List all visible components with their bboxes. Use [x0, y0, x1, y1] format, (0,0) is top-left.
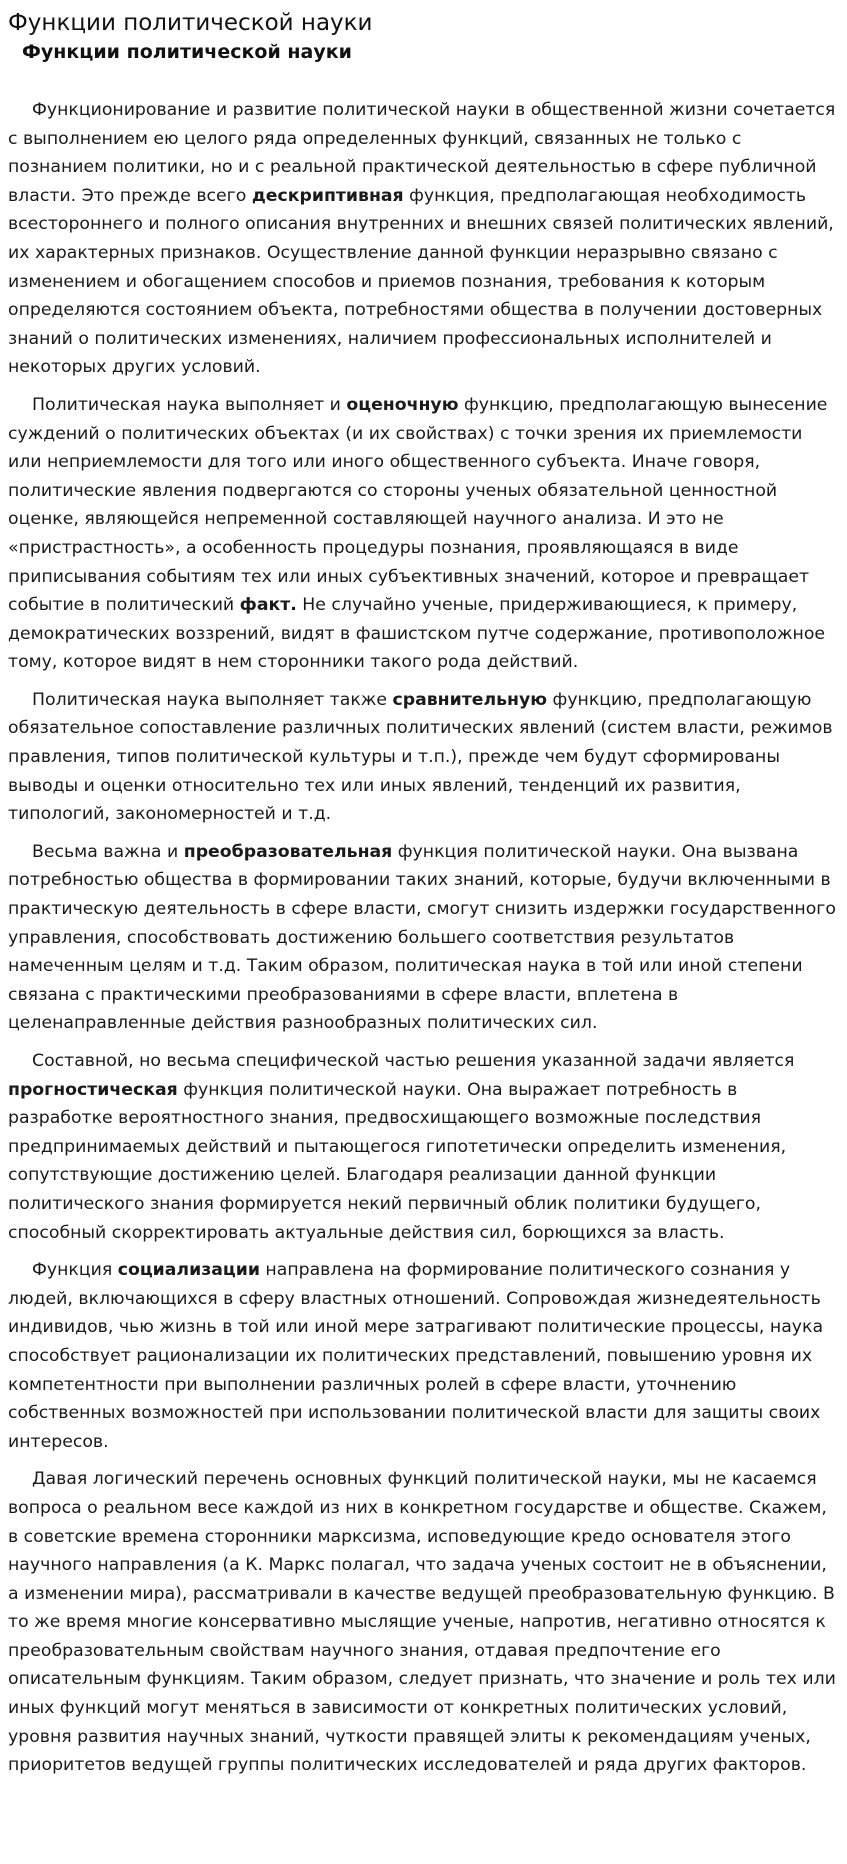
- bold-term: социализации: [117, 1260, 260, 1281]
- document-page: [8, 8, 838, 1789]
- text-run: функцию, предполагающую обязательное сопоставление различных политических явлений (систем власти, режимов правления, типов политической культуры и т.п.), прежде чем будут сформированы выводы и оценки относительно тех или иных явлений, тенденций их развития, типологий, закономерностей и т.д.: [8, 689, 833, 825]
- text-run: Не случайно ученые, придерживающиеся, к примеру, демократических воззрений, видят в фашистском путче содержание, противоположное тому, которое видят в нем сторонники такого рода действий.: [8, 595, 826, 673]
- text-run: Политическая наука выполняет и: [32, 394, 347, 415]
- text-run: Весьма важна и: [32, 841, 184, 862]
- text-run: функция, предполагающая необходимость всестороннего и полного описания внутренних и внешних связей политических явлений, их характерных признаков. Осуществление данной функции неразрывно связано с изменением и обогащением способов и приемов познания, требования к которым определяются состоянием объекта, потребностями общества в получении достоверных знаний о политических изменениях, наличием профессиональных исполнителей и некоторых других условий.: [8, 185, 834, 378]
- paragraph-prognostic: [8, 1047, 838, 1247]
- page-title: Функции политической науки: [8, 10, 373, 36]
- bold-term: факт.: [239, 595, 297, 616]
- text-run: Функция: [32, 1260, 118, 1281]
- article-body: [8, 96, 838, 1780]
- text-run: Составной, но весьма специфической частью решения указанной задачи является: [32, 1051, 795, 1071]
- text-run: Давая логический перечень основных функций политической науки, мы не касаемся вопроса о реальном весе каждой из них в конкретном государстве и обществе. Скажем, в советские времена сторонники марксизма, исповедующие кредо основателя этого научного направления (а К. Маркс полагал, что задача ученых состоит не в объяснении, а изменении мира), рассматривали в качестве ведущей преобразовательную функцию. В то же время многие консервативно мыслящие ученые, напротив, негативно относятся к преобразовательным свойствам научного знания, отдавая предпочтение его описательным функциям. Таким образом, следует признать, что значение и роль тех или иных функций могут меняться в зависимости от конкретных политических условий, уровня развития научных знаний, чуткости правящей элиты к рекомендациям ученых, приоритетов ведущей группы политических исследователей и ряда других факторов.: [8, 1469, 836, 1776]
- paragraph-conclusion: [8, 1465, 838, 1780]
- paragraph-transformative: [8, 838, 838, 1038]
- text-run: функция политической науки. Она выражает потребность в разработке вероятностного знания, предвосхищающего возможные последствия предпринимаемых действий и пытающегося гипотетически определить изменения, сопутствующие достижению целей. Благодаря реализации данной функции политического знания формируется некий первичный облик политики будущего, способный скорректировать актуальные действия сил, борющихся за власть.: [8, 1079, 787, 1243]
- section-heading: Функции политической науки: [22, 41, 352, 63]
- text-run: Политическая наука выполняет также: [32, 689, 393, 710]
- text-run: функцию, предполагающую вынесение суждений о политических объектах (и их свойствах) с точки зрения их приемлемости или неприемлемости для того или иного общественного субъекта. Иначе говоря, политические явления подвергаются со стороны ученых обязательной ценностной оценке, являющейся непременной составляющей научного анализа. И это не «пристрастность», а особенность процедуры познания, проявляющаяся в виде приписывания событиям тех или иных субъективных значений, которое и превращает событие в политический: [8, 394, 828, 616]
- bold-term: преобразовательная: [183, 841, 393, 862]
- text-run: направлена на формирование политического сознания у людей, включающихся в сферу властных отношений. Сопровождая жизнедеятельность индивидов, чью жизнь в той или иной мере затрагивают политические процессы, наука способствует рационализации их политических представлений, повышению уровня их компетентности при выполнении различных ролей в сфере власти, уточнению собственных возможностей при использовании политической власти для защиты своих интересов.: [8, 1260, 824, 1452]
- text-run: Функционирование и развитие политической науки в общественной жизни сочетается с выполнением ею целого ряда определенных функций, связанных не только с познанием политики, но и с реальной практической деятельностью в сфере публичной власти. Это прежде всего: [8, 100, 836, 206]
- paragraph-comparative: [8, 686, 838, 829]
- paragraph-evaluative: [8, 391, 838, 677]
- bold-term: оценочную: [346, 394, 459, 415]
- paragraph-descriptive: [8, 96, 838, 382]
- bold-term: прогностическая: [8, 1079, 178, 1100]
- text-run: функция политической науки. Она вызвана потребностью общества в формировании таких знаний, которые, будучи включенными в практическую деятельность в сфере власти, смогут снизить издержки государственного управления, способствовать достижению большего соответствия результатов намеченным целям и т.д. Таким образом, политическая наука в той или иной степени связана с практическими преобразованиями в сфере власти, вплетена в целенаправленные действия разнообразных политических сил.: [8, 841, 836, 1034]
- bold-term: дескриптивная: [251, 185, 404, 206]
- paragraph-socialization: [8, 1256, 838, 1456]
- bold-term: сравнительную: [392, 689, 548, 710]
